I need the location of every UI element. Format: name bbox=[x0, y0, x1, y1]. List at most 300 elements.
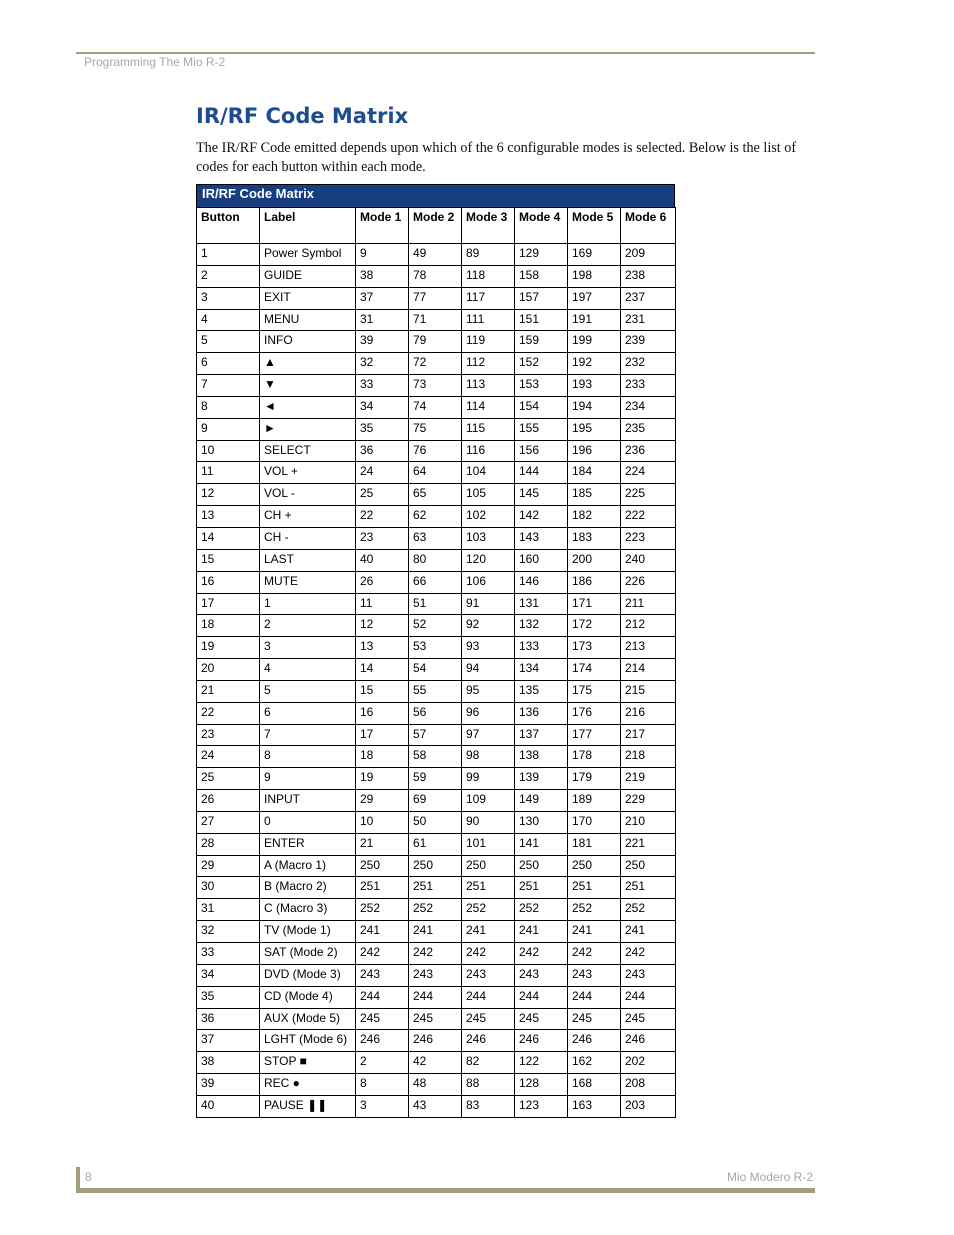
code-matrix-table-wrapper bbox=[196, 184, 675, 1118]
button-number-cell: 12 bbox=[197, 484, 260, 506]
table-row bbox=[197, 506, 676, 528]
button-number-cell: 16 bbox=[197, 571, 260, 593]
button-label-cell: ENTER bbox=[260, 833, 356, 855]
button-label-cell: GUIDE bbox=[260, 265, 356, 287]
button-number-cell: 22 bbox=[197, 702, 260, 724]
table-row bbox=[197, 659, 676, 681]
table-row bbox=[197, 571, 676, 593]
mode-code-cell: 3 bbox=[356, 1095, 409, 1117]
button-number-cell: 25 bbox=[197, 768, 260, 790]
button-number-cell: 20 bbox=[197, 659, 260, 681]
running-header: Programming The Mio R-2 bbox=[84, 55, 226, 69]
mode-code-cell: 245 bbox=[568, 1008, 621, 1030]
button-number-cell: 39 bbox=[197, 1074, 260, 1096]
mode-code-cell: 74 bbox=[409, 396, 462, 418]
table-row bbox=[197, 768, 676, 790]
mode-code-cell: 23 bbox=[356, 527, 409, 549]
table-row bbox=[197, 331, 676, 353]
button-number-cell: 6 bbox=[197, 353, 260, 375]
mode-code-cell: 222 bbox=[621, 506, 676, 528]
mode-code-cell: 13 bbox=[356, 637, 409, 659]
button-label-cell: 2 bbox=[260, 615, 356, 637]
mode-code-cell: 29 bbox=[356, 790, 409, 812]
mode-code-cell: 208 bbox=[621, 1074, 676, 1096]
button-label-cell: 5 bbox=[260, 680, 356, 702]
mode-code-cell: 119 bbox=[462, 331, 515, 353]
mode-code-cell: 113 bbox=[462, 375, 515, 397]
button-label-cell: 8 bbox=[260, 746, 356, 768]
button-label-cell: CH + bbox=[260, 506, 356, 528]
mode-code-cell: 21 bbox=[356, 833, 409, 855]
mode-code-cell: 138 bbox=[515, 746, 568, 768]
mode-code-cell: 241 bbox=[409, 921, 462, 943]
table-row bbox=[197, 964, 676, 986]
mode-code-cell: 251 bbox=[356, 877, 409, 899]
mode-code-cell: 250 bbox=[621, 855, 676, 877]
mode-code-cell: 245 bbox=[409, 1008, 462, 1030]
mode-code-cell: 59 bbox=[409, 768, 462, 790]
mode-code-cell: 55 bbox=[409, 680, 462, 702]
mode-code-cell: 58 bbox=[409, 746, 462, 768]
mode-code-cell: 211 bbox=[621, 593, 676, 615]
table-row bbox=[197, 1030, 676, 1052]
mode-code-cell: 194 bbox=[568, 396, 621, 418]
column-header: Button bbox=[197, 208, 260, 244]
mode-code-cell: 103 bbox=[462, 527, 515, 549]
table-row bbox=[197, 943, 676, 965]
mode-code-cell: 229 bbox=[621, 790, 676, 812]
mode-code-cell: 49 bbox=[409, 244, 462, 266]
button-label-cell: Power Symbol bbox=[260, 244, 356, 266]
table-row bbox=[197, 440, 676, 462]
mode-code-cell: 65 bbox=[409, 484, 462, 506]
mode-code-cell: 242 bbox=[568, 943, 621, 965]
mode-code-cell: 129 bbox=[515, 244, 568, 266]
mode-code-cell: 39 bbox=[356, 331, 409, 353]
mode-code-cell: 116 bbox=[462, 440, 515, 462]
column-header: Mode 5 bbox=[568, 208, 621, 244]
mode-code-cell: 246 bbox=[515, 1030, 568, 1052]
mode-code-cell: 252 bbox=[621, 899, 676, 921]
mode-code-cell: 76 bbox=[409, 440, 462, 462]
mode-code-cell: 241 bbox=[462, 921, 515, 943]
mode-code-cell: 106 bbox=[462, 571, 515, 593]
button-number-cell: 35 bbox=[197, 986, 260, 1008]
table-header-row bbox=[197, 208, 676, 244]
mode-code-cell: 245 bbox=[515, 1008, 568, 1030]
mode-code-cell: 241 bbox=[568, 921, 621, 943]
mode-code-cell: 241 bbox=[621, 921, 676, 943]
button-label-cell: INPUT bbox=[260, 790, 356, 812]
mode-code-cell: 77 bbox=[409, 287, 462, 309]
mode-code-cell: 242 bbox=[356, 943, 409, 965]
table-row bbox=[197, 396, 676, 418]
mode-code-cell: 130 bbox=[515, 811, 568, 833]
mode-code-cell: 198 bbox=[568, 265, 621, 287]
table-body bbox=[197, 244, 676, 1118]
mode-code-cell: 157 bbox=[515, 287, 568, 309]
mode-code-cell: 162 bbox=[568, 1052, 621, 1074]
table-row bbox=[197, 375, 676, 397]
mode-code-cell: 231 bbox=[621, 309, 676, 331]
table-row bbox=[197, 418, 676, 440]
mode-code-cell: 11 bbox=[356, 593, 409, 615]
mode-code-cell: 250 bbox=[568, 855, 621, 877]
mode-code-cell: 234 bbox=[621, 396, 676, 418]
code-matrix-table bbox=[196, 207, 676, 1118]
mode-code-cell: 8 bbox=[356, 1074, 409, 1096]
table-row bbox=[197, 833, 676, 855]
mode-code-cell: 239 bbox=[621, 331, 676, 353]
mode-code-cell: 109 bbox=[462, 790, 515, 812]
mode-code-cell: 226 bbox=[621, 571, 676, 593]
mode-code-cell: 156 bbox=[515, 440, 568, 462]
button-number-cell: 40 bbox=[197, 1095, 260, 1117]
button-number-cell: 32 bbox=[197, 921, 260, 943]
button-number-cell: 4 bbox=[197, 309, 260, 331]
mode-code-cell: 252 bbox=[462, 899, 515, 921]
column-header: Mode 2 bbox=[409, 208, 462, 244]
mode-code-cell: 210 bbox=[621, 811, 676, 833]
mode-code-cell: 243 bbox=[515, 964, 568, 986]
button-label-cell: LAST bbox=[260, 549, 356, 571]
mode-code-cell: 223 bbox=[621, 527, 676, 549]
mode-code-cell: 43 bbox=[409, 1095, 462, 1117]
button-number-cell: 19 bbox=[197, 637, 260, 659]
mode-code-cell: 199 bbox=[568, 331, 621, 353]
mode-code-cell: 200 bbox=[568, 549, 621, 571]
mode-code-cell: 225 bbox=[621, 484, 676, 506]
mode-code-cell: 90 bbox=[462, 811, 515, 833]
button-label-cell: MENU bbox=[260, 309, 356, 331]
mode-code-cell: 219 bbox=[621, 768, 676, 790]
mode-code-cell: 242 bbox=[621, 943, 676, 965]
button-number-cell: 1 bbox=[197, 244, 260, 266]
button-label-cell: INFO bbox=[260, 331, 356, 353]
mode-code-cell: 35 bbox=[356, 418, 409, 440]
table-row bbox=[197, 527, 676, 549]
mode-code-cell: 155 bbox=[515, 418, 568, 440]
button-number-cell: 10 bbox=[197, 440, 260, 462]
mode-code-cell: 24 bbox=[356, 462, 409, 484]
mode-code-cell: 244 bbox=[621, 986, 676, 1008]
table-row bbox=[197, 309, 676, 331]
mode-code-cell: 64 bbox=[409, 462, 462, 484]
button-label-cell: CH - bbox=[260, 527, 356, 549]
table-row bbox=[197, 353, 676, 375]
table-row bbox=[197, 1074, 676, 1096]
mode-code-cell: 242 bbox=[409, 943, 462, 965]
footer-rule bbox=[76, 1188, 815, 1193]
mode-code-cell: 89 bbox=[462, 244, 515, 266]
mode-code-cell: 18 bbox=[356, 746, 409, 768]
mode-code-cell: 117 bbox=[462, 287, 515, 309]
mode-code-cell: 37 bbox=[356, 287, 409, 309]
column-header: Mode 1 bbox=[356, 208, 409, 244]
button-number-cell: 30 bbox=[197, 877, 260, 899]
button-number-cell: 7 bbox=[197, 375, 260, 397]
table-row bbox=[197, 1008, 676, 1030]
mode-code-cell: 191 bbox=[568, 309, 621, 331]
mode-code-cell: 242 bbox=[462, 943, 515, 965]
mode-code-cell: 78 bbox=[409, 265, 462, 287]
button-number-cell: 14 bbox=[197, 527, 260, 549]
table-row bbox=[197, 462, 676, 484]
button-label-cell: AUX (Mode 5) bbox=[260, 1008, 356, 1030]
mode-code-cell: 151 bbox=[515, 309, 568, 331]
mode-code-cell: 241 bbox=[356, 921, 409, 943]
mode-code-cell: 246 bbox=[568, 1030, 621, 1052]
button-number-cell: 27 bbox=[197, 811, 260, 833]
button-number-cell: 28 bbox=[197, 833, 260, 855]
footer-doc-title: Mio Modero R-2 bbox=[726, 1170, 813, 1184]
mode-code-cell: 54 bbox=[409, 659, 462, 681]
mode-code-cell: 215 bbox=[621, 680, 676, 702]
mode-code-cell: 251 bbox=[621, 877, 676, 899]
mode-code-cell: 183 bbox=[568, 527, 621, 549]
mode-code-cell: 114 bbox=[462, 396, 515, 418]
mode-code-cell: 120 bbox=[462, 549, 515, 571]
mode-code-cell: 246 bbox=[462, 1030, 515, 1052]
mode-code-cell: 34 bbox=[356, 396, 409, 418]
mode-code-cell: 51 bbox=[409, 593, 462, 615]
column-header: Mode 3 bbox=[462, 208, 515, 244]
table-row bbox=[197, 1052, 676, 1074]
table-row bbox=[197, 244, 676, 266]
mode-code-cell: 246 bbox=[621, 1030, 676, 1052]
mode-code-cell: 160 bbox=[515, 549, 568, 571]
mode-code-cell: 73 bbox=[409, 375, 462, 397]
mode-code-cell: 146 bbox=[515, 571, 568, 593]
button-number-cell: 8 bbox=[197, 396, 260, 418]
mode-code-cell: 80 bbox=[409, 549, 462, 571]
button-label-cell: ▼ bbox=[260, 375, 356, 397]
mode-code-cell: 12 bbox=[356, 615, 409, 637]
table-row bbox=[197, 702, 676, 724]
mode-code-cell: 209 bbox=[621, 244, 676, 266]
button-number-cell: 37 bbox=[197, 1030, 260, 1052]
mode-code-cell: 105 bbox=[462, 484, 515, 506]
mode-code-cell: 14 bbox=[356, 659, 409, 681]
mode-code-cell: 122 bbox=[515, 1052, 568, 1074]
intro-paragraph: The IR/RF Code emitted depends upon which of the 6 configurable modes is selected. Below is the list of codes for each button within each mode. bbox=[196, 140, 797, 175]
mode-code-cell: 243 bbox=[409, 964, 462, 986]
mode-code-cell: 136 bbox=[515, 702, 568, 724]
mode-code-cell: 111 bbox=[462, 309, 515, 331]
mode-code-cell: 94 bbox=[462, 659, 515, 681]
mode-code-cell: 91 bbox=[462, 593, 515, 615]
button-label-cell: ◄ bbox=[260, 396, 356, 418]
button-label-cell: ► bbox=[260, 418, 356, 440]
button-number-cell: 21 bbox=[197, 680, 260, 702]
table-row bbox=[197, 724, 676, 746]
button-number-cell: 15 bbox=[197, 549, 260, 571]
table-row bbox=[197, 921, 676, 943]
button-number-cell: 9 bbox=[197, 418, 260, 440]
mode-code-cell: 252 bbox=[568, 899, 621, 921]
mode-code-cell: 82 bbox=[462, 1052, 515, 1074]
mode-code-cell: 252 bbox=[409, 899, 462, 921]
mode-code-cell: 102 bbox=[462, 506, 515, 528]
mode-code-cell: 250 bbox=[409, 855, 462, 877]
button-number-cell: 38 bbox=[197, 1052, 260, 1074]
table-row bbox=[197, 899, 676, 921]
table-row bbox=[197, 615, 676, 637]
column-header: Mode 6 bbox=[621, 208, 676, 244]
mode-code-cell: 143 bbox=[515, 527, 568, 549]
mode-code-cell: 92 bbox=[462, 615, 515, 637]
mode-code-cell: 244 bbox=[515, 986, 568, 1008]
button-number-cell: 24 bbox=[197, 746, 260, 768]
mode-code-cell: 93 bbox=[462, 637, 515, 659]
mode-code-cell: 17 bbox=[356, 724, 409, 746]
mode-code-cell: 237 bbox=[621, 287, 676, 309]
mode-code-cell: 251 bbox=[515, 877, 568, 899]
mode-code-cell: 52 bbox=[409, 615, 462, 637]
mode-code-cell: 202 bbox=[621, 1052, 676, 1074]
button-label-cell: CD (Mode 4) bbox=[260, 986, 356, 1008]
button-label-cell: PAUSE ❚❚ bbox=[260, 1095, 356, 1117]
mode-code-cell: 195 bbox=[568, 418, 621, 440]
mode-code-cell: 243 bbox=[568, 964, 621, 986]
mode-code-cell: 181 bbox=[568, 833, 621, 855]
mode-code-cell: 137 bbox=[515, 724, 568, 746]
mode-code-cell: 153 bbox=[515, 375, 568, 397]
mode-code-cell: 149 bbox=[515, 790, 568, 812]
mode-code-cell: 224 bbox=[621, 462, 676, 484]
mode-code-cell: 71 bbox=[409, 309, 462, 331]
mode-code-cell: 217 bbox=[621, 724, 676, 746]
mode-code-cell: 139 bbox=[515, 768, 568, 790]
mode-code-cell: 250 bbox=[462, 855, 515, 877]
mode-code-cell: 244 bbox=[568, 986, 621, 1008]
mode-code-cell: 182 bbox=[568, 506, 621, 528]
mode-code-cell: 218 bbox=[621, 746, 676, 768]
mode-code-cell: 25 bbox=[356, 484, 409, 506]
mode-code-cell: 245 bbox=[621, 1008, 676, 1030]
mode-code-cell: 245 bbox=[356, 1008, 409, 1030]
mode-code-cell: 15 bbox=[356, 680, 409, 702]
table-row bbox=[197, 287, 676, 309]
button-label-cell: 4 bbox=[260, 659, 356, 681]
mode-code-cell: 75 bbox=[409, 418, 462, 440]
mode-code-cell: 53 bbox=[409, 637, 462, 659]
mode-code-cell: 177 bbox=[568, 724, 621, 746]
header-rule bbox=[76, 52, 815, 54]
mode-code-cell: 50 bbox=[409, 811, 462, 833]
mode-code-cell: 252 bbox=[356, 899, 409, 921]
mode-code-cell: 238 bbox=[621, 265, 676, 287]
mode-code-cell: 250 bbox=[356, 855, 409, 877]
mode-code-cell: 19 bbox=[356, 768, 409, 790]
mode-code-cell: 26 bbox=[356, 571, 409, 593]
mode-code-cell: 99 bbox=[462, 768, 515, 790]
mode-code-cell: 184 bbox=[568, 462, 621, 484]
mode-code-cell: 66 bbox=[409, 571, 462, 593]
mode-code-cell: 192 bbox=[568, 353, 621, 375]
mode-code-cell: 154 bbox=[515, 396, 568, 418]
mode-code-cell: 69 bbox=[409, 790, 462, 812]
mode-code-cell: 216 bbox=[621, 702, 676, 724]
mode-code-cell: 244 bbox=[409, 986, 462, 1008]
mode-code-cell: 141 bbox=[515, 833, 568, 855]
mode-code-cell: 243 bbox=[356, 964, 409, 986]
mode-code-cell: 131 bbox=[515, 593, 568, 615]
table-row bbox=[197, 680, 676, 702]
mode-code-cell: 196 bbox=[568, 440, 621, 462]
mode-code-cell: 252 bbox=[515, 899, 568, 921]
button-number-cell: 36 bbox=[197, 1008, 260, 1030]
page-number: 8 bbox=[85, 1170, 92, 1184]
mode-code-cell: 168 bbox=[568, 1074, 621, 1096]
button-label-cell: C (Macro 3) bbox=[260, 899, 356, 921]
mode-code-cell: 243 bbox=[462, 964, 515, 986]
button-number-cell: 11 bbox=[197, 462, 260, 484]
mode-code-cell: 16 bbox=[356, 702, 409, 724]
button-label-cell: VOL - bbox=[260, 484, 356, 506]
mode-code-cell: 193 bbox=[568, 375, 621, 397]
mode-code-cell: 163 bbox=[568, 1095, 621, 1117]
mode-code-cell: 128 bbox=[515, 1074, 568, 1096]
button-label-cell: 6 bbox=[260, 702, 356, 724]
section-title: IR/RF Code Matrix bbox=[196, 104, 409, 128]
button-label-cell: 3 bbox=[260, 637, 356, 659]
button-label-cell: 9 bbox=[260, 768, 356, 790]
mode-code-cell: 83 bbox=[462, 1095, 515, 1117]
button-label-cell: EXIT bbox=[260, 287, 356, 309]
mode-code-cell: 36 bbox=[356, 440, 409, 462]
table-row bbox=[197, 593, 676, 615]
button-label-cell: STOP ■ bbox=[260, 1052, 356, 1074]
mode-code-cell: 97 bbox=[462, 724, 515, 746]
button-label-cell: DVD (Mode 3) bbox=[260, 964, 356, 986]
table-row bbox=[197, 549, 676, 571]
table-row bbox=[197, 637, 676, 659]
mode-code-cell: 169 bbox=[568, 244, 621, 266]
button-label-cell: B (Macro 2) bbox=[260, 877, 356, 899]
mode-code-cell: 48 bbox=[409, 1074, 462, 1096]
mode-code-cell: 175 bbox=[568, 680, 621, 702]
mode-code-cell: 62 bbox=[409, 506, 462, 528]
mode-code-cell: 179 bbox=[568, 768, 621, 790]
mode-code-cell: 96 bbox=[462, 702, 515, 724]
mode-code-cell: 178 bbox=[568, 746, 621, 768]
button-label-cell: 1 bbox=[260, 593, 356, 615]
button-label-cell: 0 bbox=[260, 811, 356, 833]
button-number-cell: 23 bbox=[197, 724, 260, 746]
mode-code-cell: 236 bbox=[621, 440, 676, 462]
mode-code-cell: 10 bbox=[356, 811, 409, 833]
mode-code-cell: 186 bbox=[568, 571, 621, 593]
column-header: Label bbox=[260, 208, 356, 244]
button-label-cell: VOL + bbox=[260, 462, 356, 484]
mode-code-cell: 233 bbox=[621, 375, 676, 397]
mode-code-cell: 79 bbox=[409, 331, 462, 353]
mode-code-cell: 246 bbox=[409, 1030, 462, 1052]
button-number-cell: 34 bbox=[197, 964, 260, 986]
mode-code-cell: 95 bbox=[462, 680, 515, 702]
mode-code-cell: 241 bbox=[515, 921, 568, 943]
mode-code-cell: 9 bbox=[356, 244, 409, 266]
table-row bbox=[197, 746, 676, 768]
mode-code-cell: 250 bbox=[515, 855, 568, 877]
mode-code-cell: 33 bbox=[356, 375, 409, 397]
table-row bbox=[197, 484, 676, 506]
table-row bbox=[197, 1095, 676, 1117]
table-row bbox=[197, 877, 676, 899]
table-row bbox=[197, 265, 676, 287]
mode-code-cell: 251 bbox=[409, 877, 462, 899]
